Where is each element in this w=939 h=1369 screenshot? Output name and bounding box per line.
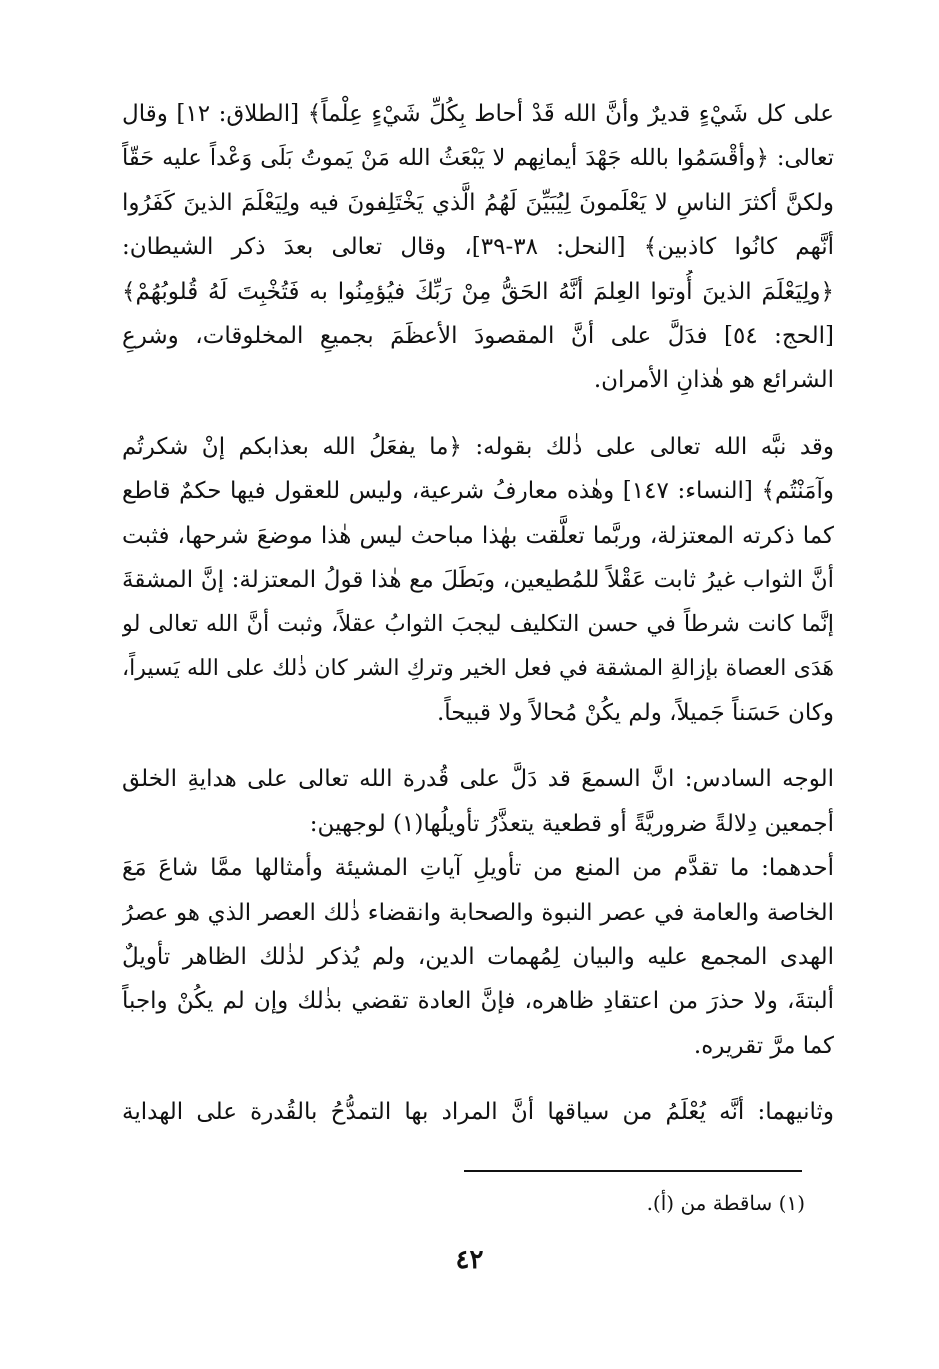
text-line: وكان حَسَناً جَميلاً، ولم يكُنْ مُحالاً ولا قبيحاً.: [436, 700, 834, 727]
text-line: ﴿ولِيَعْلَمَ الذينَ أُوتوا العِلمَ أنَّهُ الحَقُّ مِنْ رَبِّكَ فيُؤمِنُوا به فَتُخْبِتَ لَهُ قُلوبُهُمْ﴾: [122, 278, 834, 305]
text-line: تعالى: ﴿وأقْسَمُوا بالله جَهْدَ أيمانِهم لا يَبْعَثُ الله مَنْ يَموتُ بَلَى وَعْداً عليه حَقّاً: [122, 145, 834, 172]
text-line: إنَّما كانت شرطاً في حسن التكليف ليجبَ الثوابُ عقلاً، وثبت أنَّ الله تعالى لو: [122, 611, 834, 638]
text-line: أنَّ الثواب غيرُ ثابت عَقْلاً للمُطيعين، وبَطَلَ مع هٰذا قولُ المعتزلة: إنَّ المشقةَ: [122, 566, 834, 593]
text-line: وآمَنْتُم﴾ [النساء: ١٤٧] وهٰذه معارفُ شرعية، وليس للعقول فيها حكمٌ قاطع: [122, 478, 834, 505]
paragraph-2: [122, 425, 834, 736]
text-line: ولكنَّ أكثرَ الناسِ لا يَعْلَمونَ لِيُبَيِّنَ لَهُمُ الَّذي يَخْتَلِفونَ فيه ولِيَعْلَمَ الذينَ كَفَرُوا: [122, 189, 834, 216]
paragraph-3: [122, 757, 834, 1068]
paragraph-4: [122, 1090, 834, 1134]
text-line: [الحج: ٥٤] فدَلَّ على أنَّ المقصودَ الأعظَمَ بجميعِ المخلوقات، وشرعِ: [122, 322, 834, 349]
text-line: على كل شَيْءٍ قديرٌ وأنَّ الله قَدْ أحاط بِكُلِّ شَيْءٍ عِلْماً﴾ [الطلاق: ١٢] وقال: [122, 101, 834, 127]
text-line: وقد نبَّه الله تعالى على ذٰلك بقوله: ﴿ما يفعَلُ الله بعذابكم إنْ شكرتُم: [122, 433, 834, 460]
footnote-divider: [464, 1170, 802, 1172]
text-line: الشرائع هو هٰذانِ الأمران.: [593, 367, 834, 394]
text-line: الخاصة والعامة في عصر النبوة والصحابة وانقضاء ذٰلك العصر الذي هو عصرُ: [122, 899, 834, 926]
paragraph-gap: [122, 1068, 834, 1090]
text-line: وثانيهما: أنَّه يُعْلَمُ من سياقها أنَّ المراد بها التمدُّحُ بالقُدرة على الهداية: [122, 1099, 834, 1126]
text-line: كما ذكرته المعتزلة، وربَّما تعلَّقت بهٰذا مباحث ليس هٰذا موضعَ شرحها، فثبت: [122, 522, 834, 549]
text-line: أحدهما: ما تقدَّم من المنع من تأويلِ آياتِ المشيئة وأمثالها ممَّا شاعَ مَعَ: [122, 855, 834, 882]
text-line: أنَّهم كانُوا كاذبين﴾ [النحل: ٣٨-٣٩]، وقال تعالى بعدَ ذكر الشيطان:: [122, 234, 834, 261]
text-line: ألبتةَ، ولا حذرَ من اعتقادِ ظاهره، فإنَّ العادة تقضي بذٰلك وإن لم يكُنْ واجباً: [122, 988, 834, 1015]
paragraph-gap: [122, 403, 834, 425]
text-line: الوجه السادس: انَّ السمعَ قد دَلَّ على قُدرة الله تعالى على هدايةِ الخلق: [122, 766, 834, 793]
text-line: هَدَى العصاة بإزالةِ المشقة في فعل الخير وتركِ الشر كان ذٰلك على الله يَسيراً،: [122, 655, 834, 681]
text-line: كما مرَّ تقريره.: [693, 1032, 834, 1059]
paragraph-gap: [122, 735, 834, 757]
page-number: ٤٢: [455, 1245, 484, 1275]
text-line: أجمعين دِلالةً ضروريَّةً أو قطعية يتعذَّرُ تأويلُها(١) لوجهين:: [309, 810, 834, 837]
footnote: (١) ساقطة من (أ).: [646, 1191, 805, 1215]
text-line: الهدى المجمع عليه والبيان لِمُهمات الدين، ولم يُذكر لذٰلك الظاهر تأويلٌ: [122, 944, 834, 971]
paragraph-1: [122, 92, 834, 403]
page-body: [122, 92, 834, 1135]
